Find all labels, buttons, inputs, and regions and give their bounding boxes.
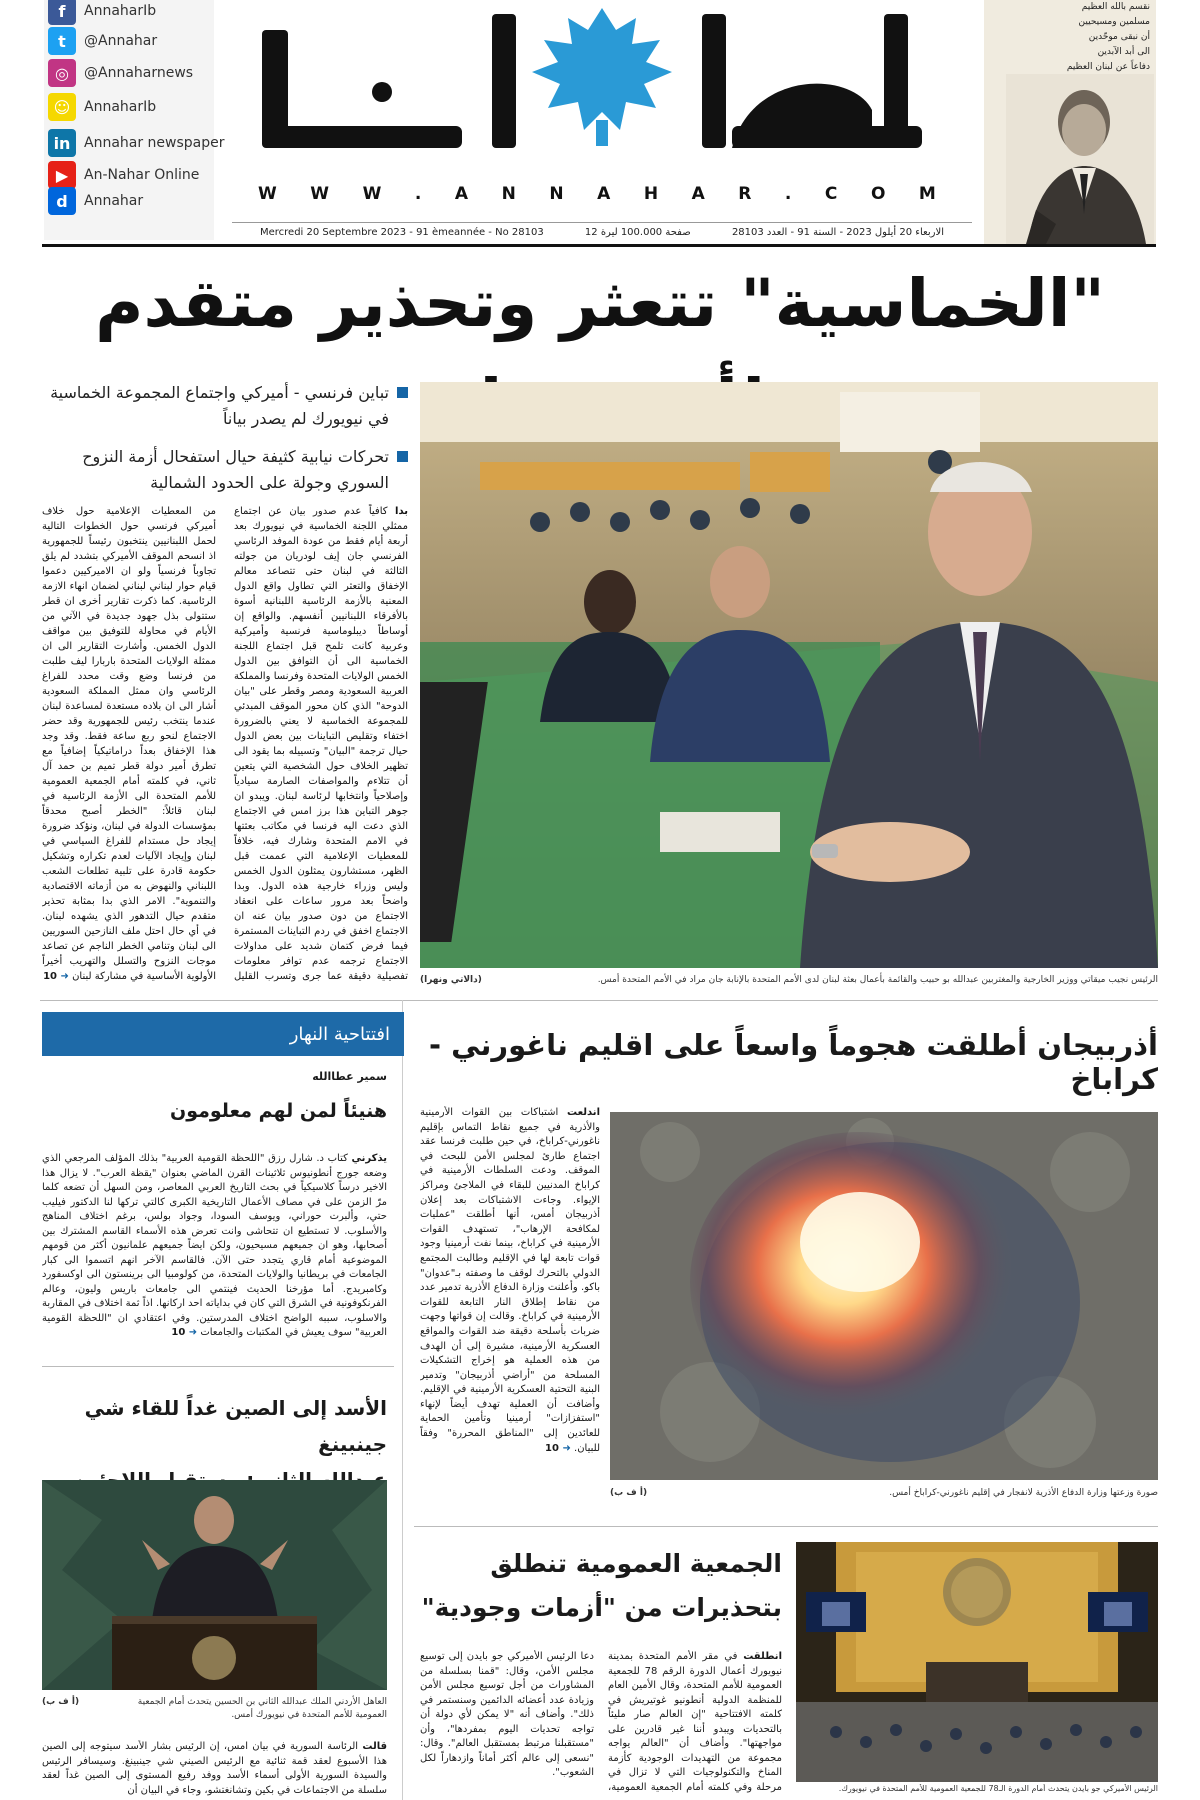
editorial-continue-link[interactable]: ➜ 10 <box>171 1327 198 1338</box>
oath-line: دفاعاً عن لبنان العظيم <box>1066 62 1150 72</box>
url-letter: W <box>362 184 384 204</box>
assad-photo-caption <box>42 1696 387 1730</box>
assad-text: الرئاسة السورية في بيان امس، إن الرئيس بشار الأسد سيتوجه إلى الصين هذا الأسبوع لعقد قمة ثنائية مع الرئيس الصيني شي جينبينغ. وسيسافر الرئيس والسيدة السورية الأولى أسماء الأسد ووفد رفيع المستوى إلى الصين غداً لعقد سلسلة من الاجتماعات في بكين وتشانغتشو، وجاء في البيان أن <box>42 1741 387 1796</box>
editorial-text: كتاب د. شارل رزق "اللحظة القومية العربية" بذلك المؤلف المرجعي الذي وضعه جورج أنطونيوس ثلاثينات القرن الماضي بعنوان "يقظة العرب". لا يزال هذا الاخير درساً كلاسيكياً في بحث التاريخ العربي المعاصر، ومن السهل أن تضعه كلما مرّ الزمن على في مصاف الأعمال التاريخية الكبرى كالتي تركها لنا الدكتور فيليب حتي، وألبرت حوراني، ويوسف السودا، وجواد بولس، برغم اختلاف المناهج والأسلوب. لا تستطيع ان تتحاشى وانت تعرض هذه الأسماء القاسم المشترك بين أصحابها، وهو ان جميعهم مسيحيون، ولكن ايضاً جميعهم علمانيون أكثر من قومهم الموضوعية أمام قاري يتجدد حتى الآن. فالقاسم الآخر انهم اتسموا الى كبار الجامعات في بريطانيا والولايات المتحدة، من كولومبيا الى برينستون الى اوكسفورد وكامبريدج. أما مؤرخنا الحديث فينتمي الى جامعات باريس وليون، وعالم الفرنكوفونية في الشرق التي كان في بداياته احد اركانها. اذاً ثمة اختلاف في المقاربة والاسلوب، سببه الواضح اختلاف المدرستين. وفي اعتقادي ان "اللحظة القومية العربية" سوف يعيش في المكتبات والجامعات <box>42 1153 387 1338</box>
main-headline[interactable]: "الخماسية" تتعثر وتحذير متقدم <box>95 265 1105 342</box>
url-letter: W <box>310 184 332 204</box>
youtube-icon: ▶ <box>48 161 76 189</box>
lead-body-text: كافياً عدم صدور بيان عن اجتماع ممثلي اللجنة الخماسية في نيويورك بعد أربعة أيام فقط من عودة الموفد الرئاسي الفرنسي جان إيف لودريان من جولته الثالثة في لبنان حتى تتصاعد معالم الإخفاق والتعثر التي تطاول واقع الدول المعنية بالأزمة الرئاسية اللبنانية أسوة بالأفرقاء اللبنانيين أنفسهم. والواقع إن أوساطاً ديبلوماسية فرنسية وأميركية وعربية كانت تلمح قبل اجتماع اللجنة الخماسية الى أن التوافق بين الدول الخمس الولايات المتحدة وفرنسا والمملكة العربية السعودية ومصر وقطر على "بيان الدوحة" الذي كان محور الموقف المبدئي للمجموعة الخماسية لا يعني بالضرورة اختفاء وتقليص التباينات بين بعض الدول حيال ترجمة "البيان" وتسييله بما يقود الى تظهير الخلاف حول الشخصية التي يتعين أن تتلاءم والمواصفات الصارمة سيادياً وإصلاحياً وانتخابها لرئاسة لبنان. ويبدو ان جوهر التباين هذا برز امس في الاجتماع الذي دعت اليه فرنسا في مكاتب بعثتها في الامم المتحدة وشارك فيه، خلافاً للمعطيات الإعلامية التي عممت قبل الظهر، مستشارون يمثلون الدول الخمس وليس وزراء خارجية هذه الدول. وبدا واضحاً بعد مرور ساعات على انعقاد الاجتماع من دون صدور بيان عنه ان الاجتماع اخفق في ردم التباينات المستمرة فيما فرض كتمان شديد على مداولات الاجتماع ترجمه عدم توافر معلومات تفصيلية دقيقة عما جرى وتسرب القليل من المعطيات الإعلامية حول خلاف أميركي فرنسي حول الخطوات التالية لحمل اللبنانيين ينتخبون رئيساً للجمهورية اذ انسحم الموقف الأميركي بتشدد لم يلق تجاوباً فرنسياً ولو ان الاميركيين دعموا قيام حوار لبناني لبناني لضمان انهاء الازمة الرئاسية. كما ذكرت تقارير أخرى ان قطر ستتولى بذل جهود جديدة في الآتي من الأيام في محاولة للتوفيق بين مواقف الدول الخمس. وأشارت التقارير الى ان ممثلة الولايات المتحدة باربارا ليف طلبت من فرنسا وضع وقت محدد للفراغ الرئاسي وان ممثل المملكة السعودية أشار الى ان بلاده مستعدة لمساعدة لبنان عندما ينتخب رئيس للجمهورية وقد حضر الاجتماع لنحو ربع ساعة فقط. وقد وجد هذا الإخفاق بعداً دراماتيكياً إضافياً مع تطرق أمير دولة قطر تميم بن حمد آل ثاني، في كلمته أمام الجمعية العمومية للأمم المتحدة الى الأزمة الرئاسية في لبنان قائلاً: "الخطر أصبح محدقاً بمؤسسات الدولة في لبنان، ونؤكد ضرورة إيجاد حل مستدام للفراغ السياسي في لبنان وإيجاد الآليات لعدم تكراره وتشكيل حكومة قادرة على تلبية تطلعات الشعب اللبناني والنهوض به من أزماته الاقتصادية والتنموية". الامر الذي بدا بمثابة تحذير متقدم حيال التدهور الذي يشهده لبنان. في أي حال احتل ملف النازحين السوريين الى لبنان وتنامي الخطر الناجم عن تصاعد موجات النزوح والتسلل والتهريب أخيراً الأولوية الأساسية في مشاركة لبنان <box>42 506 408 982</box>
azerbaijan-text: اشتباكات بين القوات الأرمينية والأذرية في جميع نقاط التماس بإقليم ناغورني-كراباخ، في حين طلبت فرنسا عقد اجتماع طارئ لمجلس الأمن للبحث في الموقف. ودعت السلطات الأرمينية في كراباخ المدنيين للبقاء في الملاجئ ومراكز الإيواء. وجاءت الاشتباكات بعد إعلان أذربيجان أمس، أنها أطلقت "عمليات لمكافحة الإرهاب"، تستهدف القوات الأرمينية في كراباخ، بينما نفت أرمينيا وجود قوات تابعة لها في الإقليم وطالبت المجتمع الدولي بالتحرك لوقف ما وصفته بـ"عدوان" باكو. وأعلنت وزارة الدفاع الأذرية تدمير عدد من نقاط إطلاق النار التابعة للقوات الأرمينية في كراباخ. وقالت إن قواتها وجهت ضربات بأسلحة دقيقة ضد القوات والمواقع العسكرية الأرمينية، مشيرة إلى أن الهدف من هذه العملية هو إخراج التشكيلات المسلحة من "أراضي أذربيجان" وتدمير البنية التحتية العسكرية الأرمينية في الإقليم. وأضافت أن العملية تهدف أيضاً لإنهاء "استفزازات" أرمينيا وتأمين الحماية للعائدين إلى "المناطق المحررة" وفقاً للبيان. <box>420 1107 600 1454</box>
twitter-icon: t <box>48 27 76 55</box>
un-text: في مقر الأمم المتحدة بمدينة نيويورك أعمال الدورة الرقم 78 للجمعية العمومية للأمم المتحدة، وقال الأمين العام للمنظمة الدولية أنطونيو غوتيريش في كلمته الافتتاحية "إن العالم صار مليئاً بالتحديات ويبدو أننا غير قادرين على مواجهتها". وأضاف أن "العالم يواجه مجموعة من التهديدات الوجودية كأزمة المناخ والتكنولوجيات التي لا تزال في مرحلة وفي كلمته أمام الجمعية العمومية، دعا الرئيس الأميركي جو بايدن إلى توسيع مجلس الأمن، وقال: "قمنا بسلسلة من المشاورات من أجل توسيع مجلس الأمن وزيادة عدد أعضائه الدائمين وسنستمر في ذلك". وأضاف أنه "لا يمكن لأي دولة أن تواجه تحديات اليوم بمفردها"، وأن "مستقبلنا مرتبط بمستقبل العالم". وقال: "نسعى إلى عالم أكثر أماناً وازدهاراً لكل الشعوب". <box>420 1651 782 1793</box>
assad-body <box>42 1740 387 1800</box>
date-french: Mercredi 20 Septembre 2023 - 91 èmeannée - No 28103 <box>260 227 544 238</box>
instagram-icon: ◎ <box>48 59 76 87</box>
social-link-facebook[interactable] <box>48 0 156 26</box>
lead-bullet-text: تباين فرنسي - أميركي واجتماع المجموعة الخماسية في نيويورك لم يصدر بياناً <box>50 383 389 428</box>
oath-line: نقسم بالله العظيم <box>1081 2 1150 12</box>
founder-portrait <box>1006 74 1154 244</box>
left-column-divider <box>42 1366 394 1367</box>
azerbaijan-caption-text: صورة وزعتها وزارة الدفاع الأذرية لانفجار في إقليم ناغورني-كراباخ أمس. <box>889 1488 1158 1498</box>
un-body <box>420 1650 782 1800</box>
url-letter: A <box>691 184 707 204</box>
bullet-square-icon <box>397 387 408 398</box>
url-letter: M <box>918 184 938 204</box>
continue-arrow-icon: ➜ <box>188 1327 198 1338</box>
karabakh-explosion-photo <box>610 1112 1158 1480</box>
assad-photo-credit: (أ ف ب) <box>42 1697 80 1707</box>
oath-line: الى أبد الآبدين <box>1097 47 1150 57</box>
url-letter: C <box>824 184 840 204</box>
oath-line: أن نبقى موحّدين <box>1088 32 1150 42</box>
assad-caption-text: العاهل الأردني الملك عبدالله الثاني بن الحسين يتحدث أمام الجمعية العمومية للأمم المتحدة في نيويورك أمس. <box>137 1697 387 1720</box>
social-links-panel <box>44 0 225 240</box>
azerbaijan-body <box>420 1106 600 1492</box>
continue-arrow-icon: ➜ <box>562 1442 571 1454</box>
url-letter: N <box>549 184 566 204</box>
social-link-snapchat[interactable] <box>48 92 156 122</box>
un-headline-line1: الجمعية العمومية تنطلق <box>490 1549 782 1578</box>
annahar-logo-mark <box>232 0 972 180</box>
masthead-logo <box>232 0 972 236</box>
social-link-twitter[interactable] <box>48 26 157 56</box>
azerbaijan-lead-word: اندلعت <box>567 1107 600 1118</box>
masthead-rule <box>42 244 1156 247</box>
assad-headline-line1: الأسد إلى الصين غداً للقاء شي جينبينغ <box>84 1396 387 1456</box>
social-label: Annahar <box>84 193 144 209</box>
social-label: Annahar newspaper <box>84 135 225 151</box>
social-label: AnnaharIb <box>84 99 157 115</box>
url-letter: W <box>258 184 279 204</box>
social-link-dailymotion[interactable] <box>48 186 143 216</box>
un-headline[interactable] <box>420 1542 782 1630</box>
date-arabic: الاربعاء 20 أيلول 2023 - السنة 91 - العدد 28103 <box>731 227 944 238</box>
url-letter: . <box>784 184 794 204</box>
issue-price: 12 صفحة 100.000 ليرة <box>584 227 691 238</box>
social-label: @Annaharnews <box>84 65 194 81</box>
lead-caption-text: الرئيس نجيب ميقاتي ووزير الخارجية والمغتربين عبدالله بو حبيب والقائمة بأعمال بعثة لبنان لدى الأمم المتحدة بالإنابة جان مراد في الأمم المتحدة أمس. <box>597 975 1158 985</box>
url-letter: N <box>501 184 518 204</box>
azerbaijan-photo-caption <box>610 1484 1158 1502</box>
date-strip <box>232 222 972 242</box>
social-link-instagram[interactable] <box>48 58 193 88</box>
facebook-icon: f <box>48 0 76 25</box>
section-divider <box>40 1000 1158 1001</box>
king-abdullah-photo <box>42 1480 387 1690</box>
oath-quote <box>1040 0 1150 75</box>
lead-photo-credit: (دالاتي ونهرا) <box>420 975 482 985</box>
azerbaijan-headline[interactable]: أذربيجان أطلقت هجوماً واسعاً على اقليم ناغورني - كراباخ <box>429 1028 1158 1096</box>
snapchat-icon: ☺ <box>48 93 76 121</box>
lead-bullet-text: تحركات نيابية كثيفة حيال استفحال أزمة النزوح السوري وجولة على الحدود الشمالية <box>82 447 389 492</box>
azerbaijan-continue-link[interactable]: ➜ 10 <box>545 1442 571 1454</box>
social-label: @Annahar <box>84 33 158 49</box>
lead-bullets <box>42 380 408 508</box>
column-divider <box>402 1000 403 1800</box>
editorial-title[interactable]: هنيئاً لمن لهم معلومون <box>169 1100 387 1122</box>
continue-arrow-icon: ➜ <box>60 971 69 982</box>
url-letter: A <box>597 184 613 204</box>
lead-continue-link[interactable]: ➜ 10 <box>43 971 69 982</box>
website-url <box>258 184 938 204</box>
un-lead-word: انطلقت <box>743 1651 782 1662</box>
editorial-banner[interactable]: افتتاحية النهار <box>42 1012 404 1056</box>
editorial-body <box>42 1152 387 1352</box>
un-assembly-photo <box>796 1542 1158 1782</box>
un-headline-line2: بتحذيرات من "أزمات وجودية" <box>421 1593 782 1622</box>
assad-lead-word: قالت <box>362 1741 387 1752</box>
explosion-photo <box>610 1112 1158 1480</box>
un-podium-photo <box>42 1480 387 1690</box>
oath-line: مسلمين ومسيحيين <box>1078 17 1150 27</box>
url-letter: H <box>643 184 661 204</box>
lead-bullet-1 <box>42 380 408 432</box>
social-link-linkedin[interactable] <box>48 128 225 158</box>
azerbaijan-photo-credit: (أ ف ب) <box>610 1488 648 1498</box>
lead-body-lead-word: بدا <box>395 506 408 517</box>
un-delegation-photo <box>420 382 1158 968</box>
url-letter: O <box>870 184 888 204</box>
right-column-divider <box>414 1526 1158 1527</box>
editorial-lead-word: يذكرني <box>351 1153 387 1164</box>
url-letter: . <box>414 184 424 204</box>
lead-photo <box>420 382 1158 968</box>
un-photo-caption: الرئيس الأميركي جو بايدن يتحدث أمام الدورة الـ78 للجمعية العمومية للأمم المتحدة في نيويورك. <box>838 1784 1158 1793</box>
linkedin-icon: in <box>48 129 76 157</box>
bullet-square-icon <box>397 451 408 462</box>
url-letter: R <box>738 184 754 204</box>
lead-article-body <box>42 504 408 990</box>
lead-photo-caption <box>420 970 1158 990</box>
social-label: An-Nahar Online <box>84 167 200 183</box>
social-label: AnnaharIb <box>84 3 157 19</box>
general-assembly-photo <box>796 1542 1158 1782</box>
url-letter: A <box>454 184 471 204</box>
dailymotion-icon: d <box>48 187 76 215</box>
founder-portrait-box <box>984 0 1156 244</box>
editorial-author: سمير عطاالله <box>312 1070 387 1083</box>
lead-bullet-2 <box>42 444 408 496</box>
